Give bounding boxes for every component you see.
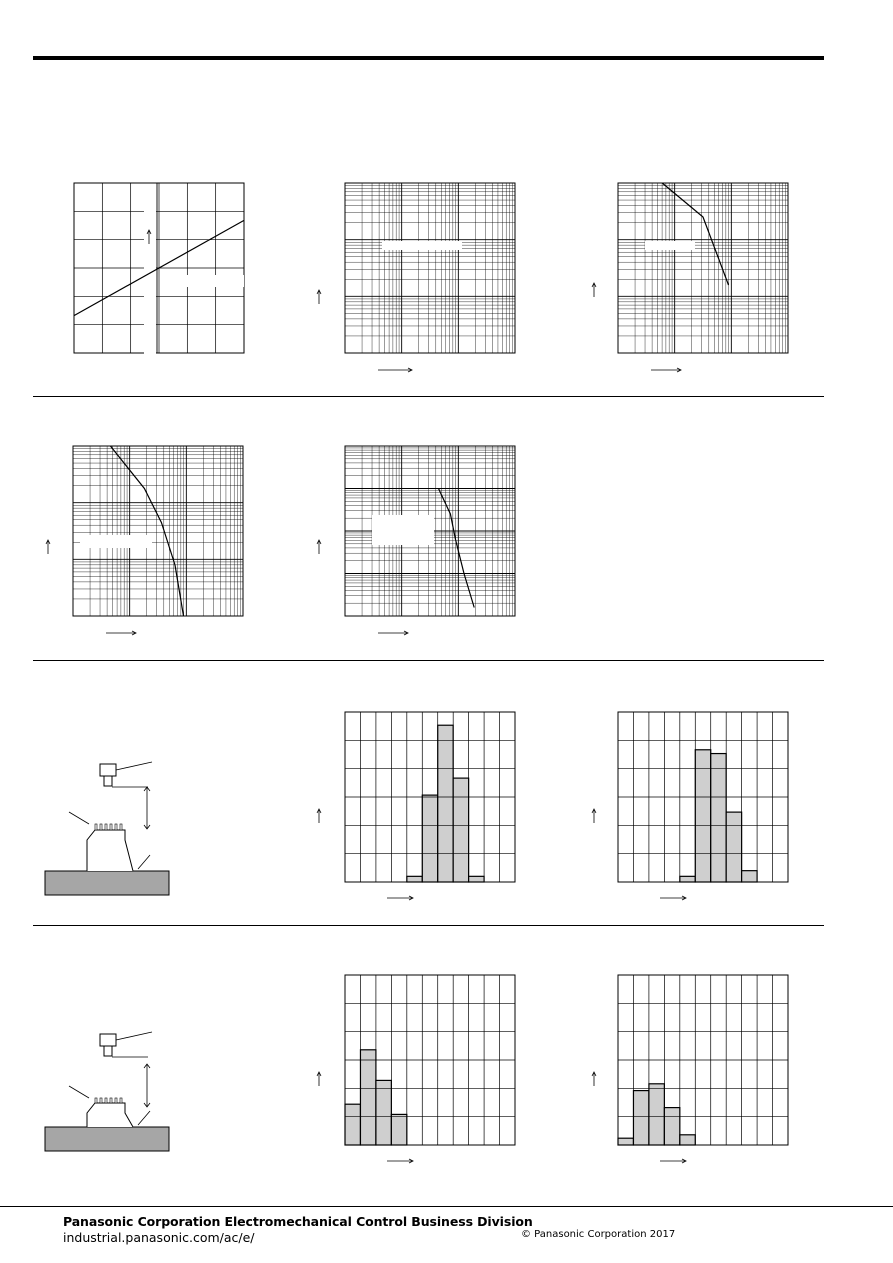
footer-company: Panasonic Corporation Electromechanical Control Business Division [63, 1214, 533, 1229]
plot-frame [345, 183, 515, 353]
label-mask [372, 515, 434, 545]
leader-line [138, 1111, 150, 1125]
histogram-bar [695, 750, 710, 882]
chart-row2-2 [312, 440, 532, 640]
diagram-row4 [40, 1030, 180, 1160]
terminal-pin [100, 1098, 102, 1103]
histogram-bar [438, 725, 453, 882]
histogram-bar [376, 1080, 391, 1145]
terminal-pin [110, 824, 112, 830]
plot-frame [73, 446, 243, 616]
histogram-bar [422, 795, 437, 882]
section-divider-3 [33, 925, 824, 926]
terminal-pin [120, 1098, 122, 1103]
chart-row1-1 [60, 175, 260, 375]
probe-stem [104, 776, 112, 786]
histogram-bar [618, 1138, 633, 1145]
terminal-pin [105, 824, 107, 830]
footer-rule [0, 1206, 893, 1207]
probe-stem [104, 1046, 112, 1056]
histogram-bar [469, 876, 484, 882]
base-plate [45, 871, 169, 895]
terminal-pin [115, 1098, 117, 1103]
histogram-row3-2 [585, 705, 805, 915]
terminal-pin [95, 1098, 97, 1103]
histogram-bar [742, 871, 757, 882]
label-mask [170, 275, 244, 287]
probe-head [100, 1034, 116, 1046]
label-mask [645, 241, 695, 250]
histogram-row4-1 [312, 968, 532, 1178]
histogram-bar [633, 1091, 648, 1145]
label-mask [80, 535, 152, 548]
histogram-bar [345, 1104, 360, 1145]
histogram-bar [360, 1050, 375, 1145]
chart-row1-3 [585, 175, 805, 375]
histogram-bar [407, 876, 422, 882]
histogram-bar [649, 1084, 664, 1145]
histogram-bar [664, 1108, 679, 1145]
terminal-body [87, 830, 133, 871]
probe-head [100, 764, 116, 776]
leader-line [138, 855, 150, 869]
leader-line [69, 1086, 89, 1098]
diagram-row3 [40, 760, 180, 900]
histogram-row3-1 [312, 705, 532, 915]
chart-row2-1 [40, 440, 260, 640]
series-line [110, 446, 183, 616]
histogram-bar [680, 1135, 695, 1145]
section-divider-1 [33, 396, 824, 397]
chart-row1-2 [312, 175, 532, 375]
histogram-row4-2 [585, 968, 805, 1178]
leader-line [69, 812, 89, 824]
terminal-pin [100, 824, 102, 830]
terminal-body [87, 1103, 133, 1127]
footer-url[interactable]: industrial.panasonic.com/ac/e/ [63, 1230, 255, 1245]
histogram-bar [453, 778, 468, 882]
terminal-pin [110, 1098, 112, 1103]
terminal-pin [115, 824, 117, 830]
plot-frame [618, 183, 788, 353]
base-plate [45, 1127, 169, 1151]
leader-line [116, 762, 152, 770]
footer-copyright: © Panasonic Corporation 2017 [521, 1229, 676, 1240]
histogram-bar [726, 812, 741, 882]
label-mask [382, 241, 462, 250]
section-divider-2 [33, 660, 824, 661]
terminal-pin [120, 824, 122, 830]
histogram-bar [711, 754, 726, 882]
histogram-bar [680, 876, 695, 882]
histogram-bar [391, 1114, 406, 1145]
header-rule [33, 56, 824, 60]
terminal-pin [95, 824, 97, 830]
leader-line [116, 1032, 152, 1040]
terminal-pin [105, 1098, 107, 1103]
